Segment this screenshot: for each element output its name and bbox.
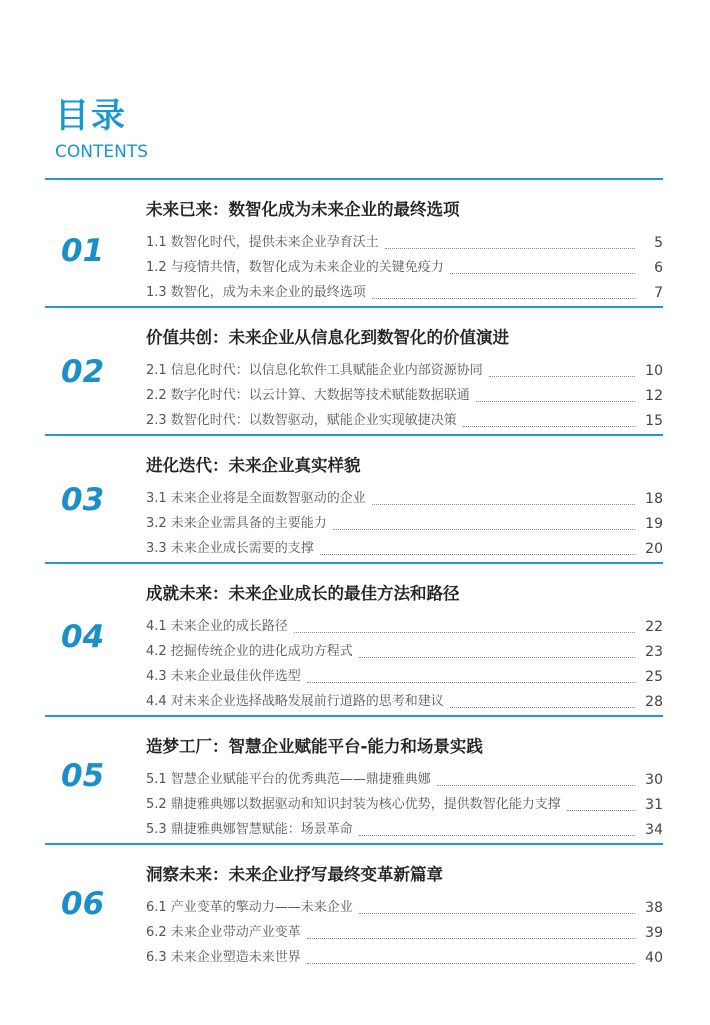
dotted-leader (385, 248, 635, 249)
toc-sections (45, 178, 663, 1013)
dotted-leader (333, 529, 635, 530)
entry-page-number: 18 (645, 491, 663, 507)
section-title[interactable]: 进化迭代：未来企业真实样貌 (146, 456, 361, 475)
entry-title: 1.3 数智化，成为未来企业的最终选项 (146, 285, 366, 300)
toc-entry[interactable] (146, 794, 663, 814)
entry-page-number: 40 (645, 950, 663, 966)
toc-header (55, 96, 148, 162)
entry-title: 3.1 未来企业将是全面数智驱动的企业 (146, 491, 366, 506)
dotted-leader (294, 632, 635, 633)
dotted-leader (463, 426, 635, 427)
toc-entry[interactable] (146, 897, 663, 917)
toc-entry[interactable] (146, 769, 663, 789)
section-number: 06 (61, 886, 105, 922)
dotted-leader (359, 913, 635, 914)
toc-entry[interactable] (146, 641, 663, 661)
entry-title: 3.3 未来企业成长需要的支撑 (146, 541, 314, 556)
toc-entry[interactable] (146, 385, 663, 405)
dotted-leader (307, 682, 635, 683)
dotted-leader (320, 554, 635, 555)
toc-entry[interactable] (146, 257, 663, 277)
dotted-leader (489, 376, 635, 377)
entry-page-number: 20 (645, 541, 663, 557)
toc-entry[interactable] (146, 360, 663, 380)
toc-entry[interactable] (146, 538, 663, 558)
entry-title: 2.3 数智化时代：以数智驱动，赋能企业实现敏捷决策 (146, 413, 457, 428)
page-title: 目录 (55, 96, 127, 136)
toc-entry[interactable] (146, 616, 663, 636)
entry-page-number: 25 (645, 669, 663, 685)
section-number: 05 (61, 758, 105, 794)
section-number: 04 (61, 619, 105, 655)
section-number: 03 (61, 482, 105, 518)
toc-section-06 (45, 843, 663, 1013)
toc-entry[interactable] (146, 282, 663, 302)
section-title[interactable]: 价值共创：未来企业从信息化到数智化的价值演进 (146, 328, 509, 347)
entry-page-number: 7 (654, 285, 663, 301)
entry-page-number: 22 (645, 619, 663, 635)
entry-title: 1.1 数智化时代，提供未来企业孕育沃土 (146, 235, 379, 250)
section-number: 02 (61, 354, 105, 390)
toc-entry[interactable] (146, 819, 663, 839)
dotted-leader (450, 707, 635, 708)
dotted-leader (307, 963, 635, 964)
entry-title: 4.4 对未来企业选择战略发展前行道路的思考和建议 (146, 694, 444, 709)
section-title[interactable]: 成就未来：未来企业成长的最佳方法和路径 (146, 584, 460, 603)
entry-page-number: 12 (645, 388, 663, 404)
section-number: 01 (61, 233, 105, 269)
toc-section-05 (45, 715, 663, 843)
entry-title: 4.1 未来企业的成长路径 (146, 619, 288, 634)
dotted-leader (359, 657, 635, 658)
entry-page-number: 15 (645, 413, 663, 429)
entry-page-number: 6 (654, 260, 663, 276)
section-title[interactable]: 洞察未来：未来企业抒写最终变革新篇章 (146, 865, 443, 884)
entry-title: 2.1 信息化时代：以信息化软件工具赋能企业内部资源协同 (146, 363, 483, 378)
toc-entry[interactable] (146, 410, 663, 430)
entry-page-number: 19 (645, 516, 663, 532)
entry-title: 6.1 产业变革的擎动力——未来企业 (146, 900, 353, 915)
entry-page-number: 23 (645, 644, 663, 660)
section-title[interactable]: 造梦工厂：智慧企业赋能平台-能力和场景实践 (146, 737, 483, 756)
dotted-leader (450, 273, 635, 274)
entry-page-number: 30 (645, 772, 663, 788)
section-title[interactable]: 未来已来：数智化成为未来企业的最终选项 (146, 200, 460, 219)
dotted-leader (437, 785, 635, 786)
page-subtitle: CONTENTS (55, 142, 148, 162)
entry-title: 5.3 鼎捷雅典娜智慧赋能：场景革命 (146, 822, 353, 837)
dotted-leader (307, 938, 635, 939)
entry-page-number: 28 (645, 694, 663, 710)
entry-title: 2.2 数字化时代：以云计算、大数据等技术赋能数据联通 (146, 388, 470, 403)
entry-title: 1.2 与疫情共情，数智化成为未来企业的关键免疫力 (146, 260, 444, 275)
entry-title: 4.2 挖掘传统企业的进化成功方程式 (146, 644, 353, 659)
entry-title: 4.3 未来企业最佳伙伴选型 (146, 669, 301, 684)
dotted-leader (567, 810, 635, 811)
toc-entry[interactable] (146, 232, 663, 252)
entry-title: 3.2 未来企业需具备的主要能力 (146, 516, 327, 531)
entry-page-number: 34 (645, 822, 663, 838)
entry-title: 5.1 智慧企业赋能平台的优秀典范——鼎捷雅典娜 (146, 772, 431, 787)
dotted-leader (372, 298, 635, 299)
toc-section-01 (45, 178, 663, 306)
toc-entry[interactable] (146, 666, 663, 686)
dotted-leader (372, 504, 635, 505)
entry-page-number: 38 (645, 900, 663, 916)
dotted-leader (359, 835, 635, 836)
entry-page-number: 39 (645, 925, 663, 941)
entry-page-number: 5 (654, 235, 663, 251)
toc-entry[interactable] (146, 691, 663, 711)
toc-entry[interactable] (146, 922, 663, 942)
toc-section-04 (45, 562, 663, 715)
entry-page-number: 10 (645, 363, 663, 379)
entry-title: 5.2 鼎捷雅典娜以数据驱动和知识封装为核心优势，提供数智化能力支撑 (146, 797, 561, 812)
toc-entry[interactable] (146, 513, 663, 533)
entry-page-number: 31 (645, 797, 663, 813)
entry-title: 6.3 未来企业塑造未来世界 (146, 950, 301, 965)
toc-section-02 (45, 306, 663, 434)
toc-section-03 (45, 434, 663, 562)
toc-entry[interactable] (146, 488, 663, 508)
entry-title: 6.2 未来企业带动产业变革 (146, 925, 301, 940)
toc-entry[interactable] (146, 947, 663, 967)
dotted-leader (476, 401, 635, 402)
